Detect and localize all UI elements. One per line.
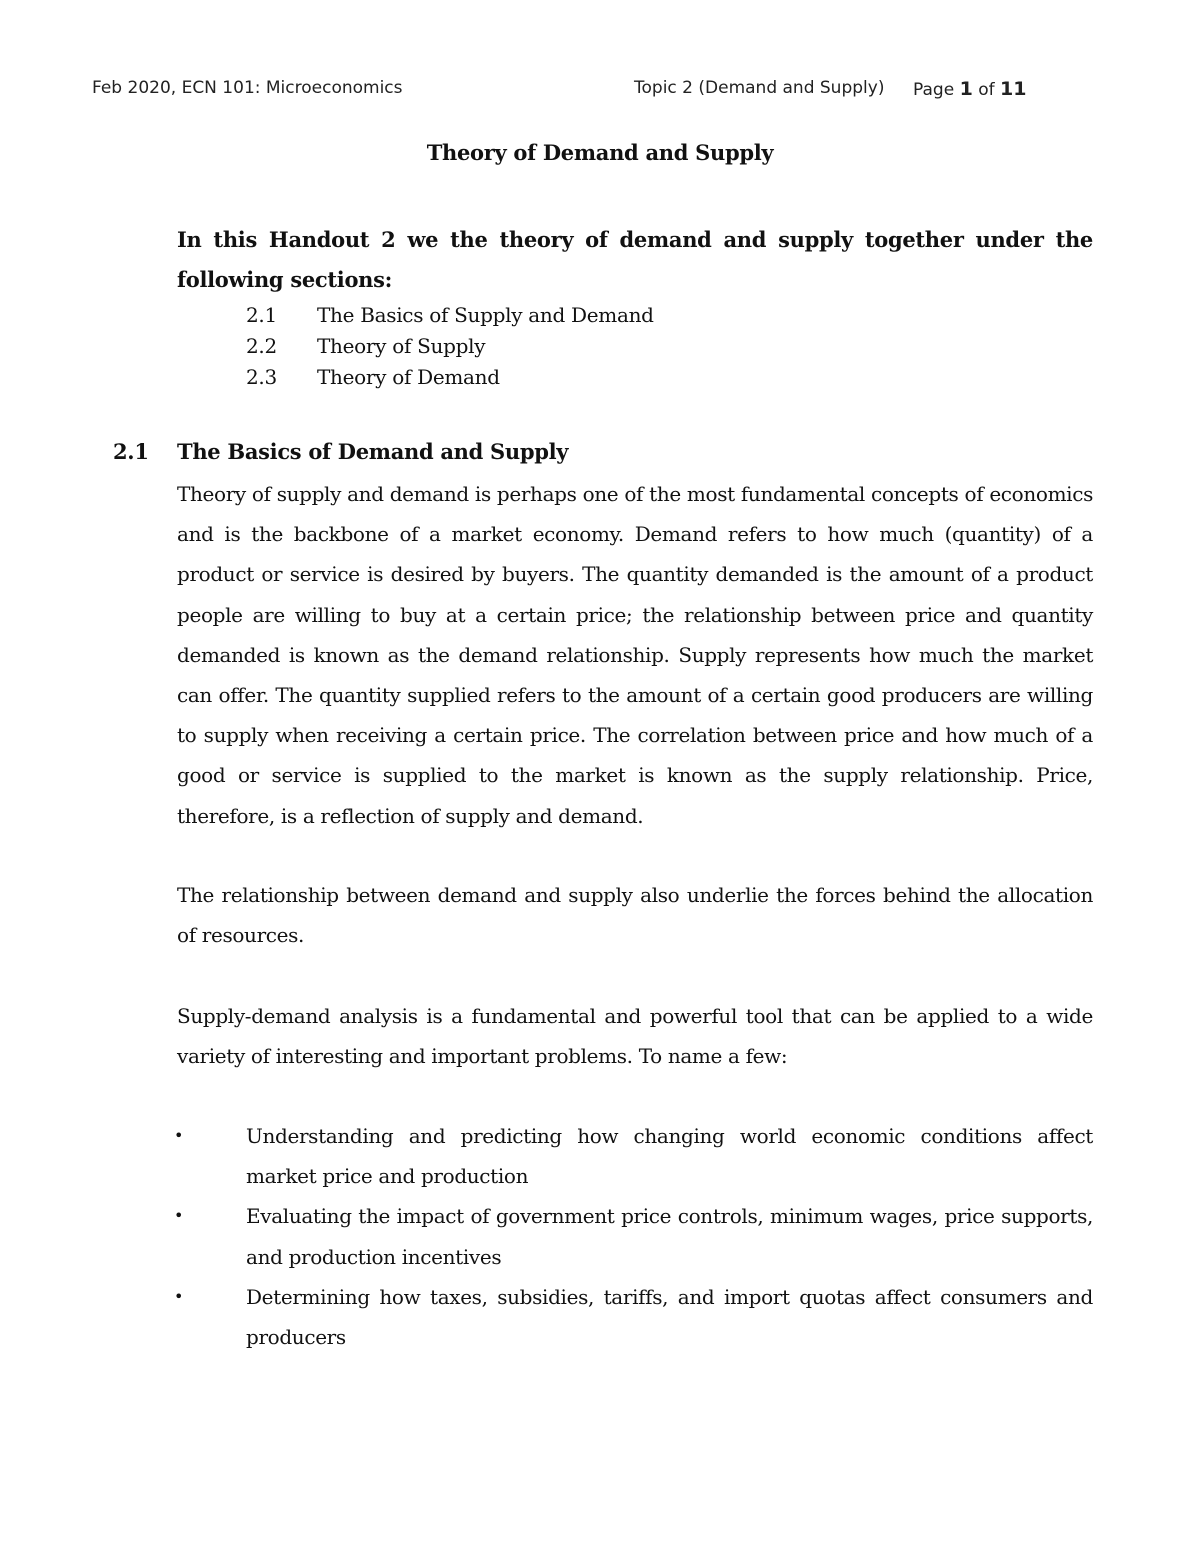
body-paragraph: Theory of supply and demand is perhaps one of the most fundamental concepts of economics and is the backbone of a market economy. Demand refers to how much (quantity) of a product or service is desired by buyers. The quantity demanded is the amount of a product people are willing to buy at a certain price; the relationship between price and quantity demanded is known as the demand relationship. Supply represents how much the market can offer. The quantity supplied refers to the amount of a certain good producers are willing to supply when receiving a certain price. The correlation between price and how much of a good or service is supplied to the market is known as the supply relationship. Price, therefore, is a reflection of supply and demand. (177, 482, 1093, 828)
bullet-item (174, 1277, 1093, 1357)
page-header (92, 74, 1030, 102)
section-list (246, 300, 654, 393)
page-current: 1 (959, 78, 973, 100)
page-of: of (978, 80, 995, 100)
header-course: Feb 2020, ECN 101: Microeconomics (92, 78, 403, 98)
bullet-icon: • (174, 1206, 184, 1226)
section-number: 2.1 (113, 439, 149, 464)
bullet-text: Determining how taxes, subsidies, tariffs, and import quotas affect consumers and producers (246, 1284, 1093, 1350)
section-list-label: Theory of Supply (317, 334, 486, 358)
section-list-item (246, 331, 654, 362)
section-list-item (246, 362, 654, 393)
bullet-text: Understanding and predicting how changing world economic conditions affect market price and production (246, 1124, 1093, 1189)
section-list-number: 2.1 (246, 303, 277, 327)
section-list-label: Theory of Demand (317, 365, 500, 389)
bullet-item (174, 1116, 1093, 1196)
document-title: Theory of Demand and Supply (426, 140, 774, 165)
bullet-icon: • (174, 1286, 184, 1306)
section-list-number: 2.3 (246, 365, 277, 389)
header-page-number (913, 78, 1026, 100)
section-title: The Basics of Demand and Supply (177, 439, 569, 464)
section-list-label: The Basics of Supply and Demand (317, 303, 654, 327)
section-list-number: 2.2 (246, 334, 277, 358)
page-total: 11 (1000, 78, 1027, 100)
bullet-list (174, 1116, 1093, 1357)
page-label: Page (913, 80, 955, 100)
body-paragraph: Supply-demand analysis is a fundamental and powerful tool that can be applied to a wide variety of interesting and important problems. To name a few: (177, 1004, 1093, 1069)
intro-text: In this Handout 2 we the theory of demand and supply together under the following sections: (177, 227, 1093, 292)
body-paragraph: The relationship between demand and supply also underlie the forces behind the allocation of resources. (177, 883, 1093, 948)
header-topic: Topic 2 (Demand and Supply) (634, 78, 885, 98)
bullet-item (174, 1196, 1093, 1276)
section-heading (113, 439, 568, 464)
section-list-item (246, 300, 654, 331)
bullet-text: Evaluating the impact of government price controls, minimum wages, price supports, and production incentives (246, 1204, 1093, 1269)
bullet-icon: • (174, 1126, 184, 1145)
